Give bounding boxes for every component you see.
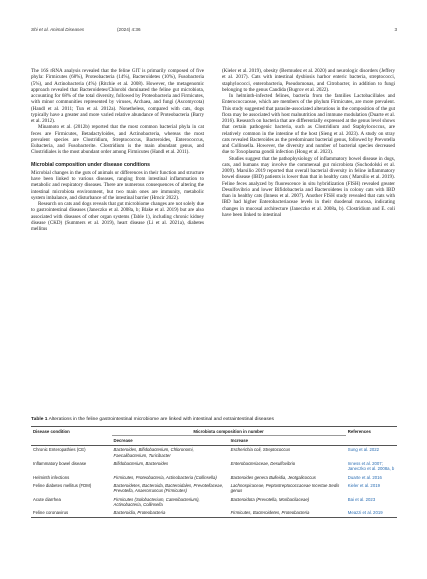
cell-decrease: Firmicutes, Proteobacteria, Actinobacteria (Collinsella) bbox=[113, 474, 217, 480]
cell-decrease: Bacteroidia, Proteobacteria bbox=[112, 509, 229, 518]
header-authors: Shi et al. Animal Diseases bbox=[31, 27, 85, 32]
cell-increase: Firmicutes, Bacteroidetes, Proteobacteria bbox=[229, 509, 346, 518]
header-citation: (2024) 4:36 bbox=[117, 27, 141, 32]
cell-condition: Feline coronavirus bbox=[31, 509, 112, 518]
header-condition: Disease condition bbox=[31, 427, 112, 436]
table-caption-text: Alterations in the feline gastrointestinal microbiome are linked with intestinal and extraintestinal diseases bbox=[48, 417, 274, 422]
cell-increase: Lachnospiraceae, Peptostreptococcaceae Incertae Sedis genus bbox=[230, 482, 340, 494]
cell-references: Inness et al. 2007; Janeczko et al. 2008a, b bbox=[347, 460, 395, 472]
cell-increase: Enterobacteriaceae, Desulfovibrio bbox=[230, 460, 296, 466]
cell-decrease: Bifidobacterium, Bacteroides bbox=[113, 460, 169, 466]
table-body bbox=[31, 445, 397, 517]
cell-references: Bai et al. 2023 bbox=[347, 496, 376, 502]
cell-increase: Bacteroidota (Prevotella, Moribacilaceae) bbox=[230, 496, 310, 502]
paragraph: Microbial changes in the guts of animals or differences in their function and structure have been linked to various diseases, ranging from intestinal inflammation to metabolic and respiratory diseases. There are numerous consequences of altering the intestinal microbiota environment, but two main ones are immunity, metabolic system imbalance, and disturbance of the intestinal barrier (Hrncir 2022). bbox=[31, 169, 204, 201]
table-row bbox=[31, 509, 397, 518]
running-header bbox=[31, 27, 397, 37]
header-decrease: Decrease bbox=[112, 436, 229, 445]
paragraph: Minamoto et al. (2012b) reported that the most common bacterial phyla in cat feces are Firmicutes, Betadactyloides, and Actinobacteria, whereas the most prevalent species are Clostridium, Streptococcus, Bacteroides, Enterococcus, Eubacteria, and Fusobacterite. Clostridium is the main abundant genus, and Clostridiales is the most abundant order among Firmicutes (Handl et al. 2011). bbox=[31, 124, 204, 156]
table-row bbox=[31, 495, 397, 509]
header-references: References bbox=[346, 427, 397, 436]
cell-condition: Feline diabetes mellitus (FDM) bbox=[33, 482, 92, 488]
page-number: 3 bbox=[394, 27, 397, 32]
cell-condition: Helminth infections bbox=[33, 474, 70, 480]
table-caption bbox=[31, 417, 397, 422]
paragraph: In helminth-infected felines, bacteria from the families Lactobacillales and Enterococcaceae, which are members of the phylum Firmicutes, are more prevalent. This study suggested that parasite-associated alterations in the composition of the gut flora may be associated with host malnutrition and immune modulation (Duarte et al. 2016). Research on bacteria that are differentially expressed at the genus level shows that certain pathogenic bacteria, such as Clostridium and Staphylococcus, are relatively common in the intestine of the host (Sieng et al. 2023). A study on stray cats revealed Bacteroides as the predominant bacterial genus, followed by Prevotella and Collinsella. However, the diversity and number of bacterial species decreased due to Toxoplasma gondii infection (Hong et al. 2023). bbox=[222, 93, 395, 156]
cell-increase: Bacteroides genera Bulleidia, Jeotgalicoccus bbox=[230, 474, 316, 480]
table-row bbox=[31, 459, 397, 473]
section-heading: Microbial composition under disease conditions bbox=[31, 161, 151, 168]
right-column bbox=[222, 68, 395, 218]
disease-microbiota-table bbox=[31, 426, 397, 518]
left-column bbox=[31, 68, 204, 232]
cell-condition: Chronic Enteropathies (CE) bbox=[33, 447, 86, 453]
table-row bbox=[31, 445, 397, 459]
cell-references: Sung et al. 2022 bbox=[347, 447, 380, 453]
table-row bbox=[31, 473, 397, 481]
table-caption-label: Table 1 bbox=[31, 417, 48, 422]
paragraph: Studies suggest that the pathophysiology of inflammatory bowel disease in dogs, cats, and humans may involve the commensal gut microbiota (Suchodolski et al. 2009). Marsilio 2019 reported that overall bacterial diversity in feline inflammatory bowel disease (IBD) patients is lower than that in healthy cats ( Marsilio et al. 2019). Feline feces analyzed by fluorescence in situ hybridization (FISH) revealed greater Desulfovibrio and lower Bifidobacteria and Bacteroidetes in colony cats with IBD than in healthy cats (Inness et al. 2007). Another FISH study revealed that cats with IBD had higher Enterobacteriaceae levels in their duodenal mucosa, indicating changes in mucosal architecture (Janeczko et al. 2008a, b). Clostridium and E. coli have been linked to intestinal bbox=[222, 155, 395, 218]
header-spacer bbox=[31, 436, 112, 445]
cell-references: Duarte et al. 2016 bbox=[347, 474, 382, 480]
cell-condition: Inflammatory bowel disease bbox=[33, 460, 87, 466]
table-1 bbox=[31, 417, 397, 518]
cell-condition: Acute diarrhea bbox=[33, 496, 61, 502]
paragraph: The 16S rRNA analysis revealed that the feline GIT is primarily composed of five phyla: Firmicutes (68%), Proteobacteria (14%), Bacteroidetes (10%), Fusobacteria (5%), and Actinobacteria (4%) (Ritchie et al. 2008). However, the metagenomic approach revealed that Bacteroidetes/Chlorobi dominated the feline gut microbiota, accounting for 68% of the total diversity, followed by Proteobacteria and Firmicutes, with minor communities represented by viruses, Archaea, and fungi (Ascomycota) (Handl et al. 2011; Tun et al. 2012a). Nonetheless, compared with cats, dogs typically have a greater and more varied relative abundance of Proteobacteria (Barry et al. 2012). bbox=[31, 68, 204, 124]
header-microbiota: Microbiota composition in number bbox=[112, 427, 346, 436]
cell-increase: Escherichia coli, Streptococcus bbox=[230, 447, 291, 453]
cell-decrease: Bacteroidetes, Bacteroida, Bacteroidales, Prevotellaceae, Prevotella, Anaerorruncus (Firmicutes) bbox=[113, 482, 224, 494]
header-spacer bbox=[346, 436, 397, 445]
paragraph: (Kieler et al. 2019), obesity (Bermudez et al. 2020) and neurologic disorders (Jeffery et al. 2017). Cats with intestinal dysbiosis harbor enteric bacteria, streptococci, staphylococci, enterobacteria, Pseudomonas, and Citrobacter, in addition to fungi belonging to the genus Candida (Bugrov et al. 2022). bbox=[222, 68, 395, 93]
header-increase: Increase bbox=[229, 436, 346, 445]
cell-decrease: Bacteroides, Bifidobacterium, Chloronomi, Faecalibacterium, Turicibacter bbox=[113, 447, 194, 458]
table-row bbox=[31, 481, 397, 495]
cell-references: Meazzi et al. 2019 bbox=[346, 509, 397, 518]
paragraph: Research on cats and dogs reveals that gut microbiome changes are not solely due to gastrointestinal diseases (Janeczko et al. 2008a, b; Blake et al. 2019) but are also associated with diseases of other organ systems (Table 1), including chronic kidney disease (CKD) (Summers et al. 2019), heart disease (Li et al. 2021a), diabetes mellitus bbox=[31, 201, 204, 232]
cell-references: Kieler et al. 2019 bbox=[347, 482, 380, 488]
cell-decrease: Firmicutes (Solobacterium, Catenibacterium), Actinobacteria, Collinsella bbox=[113, 496, 200, 507]
